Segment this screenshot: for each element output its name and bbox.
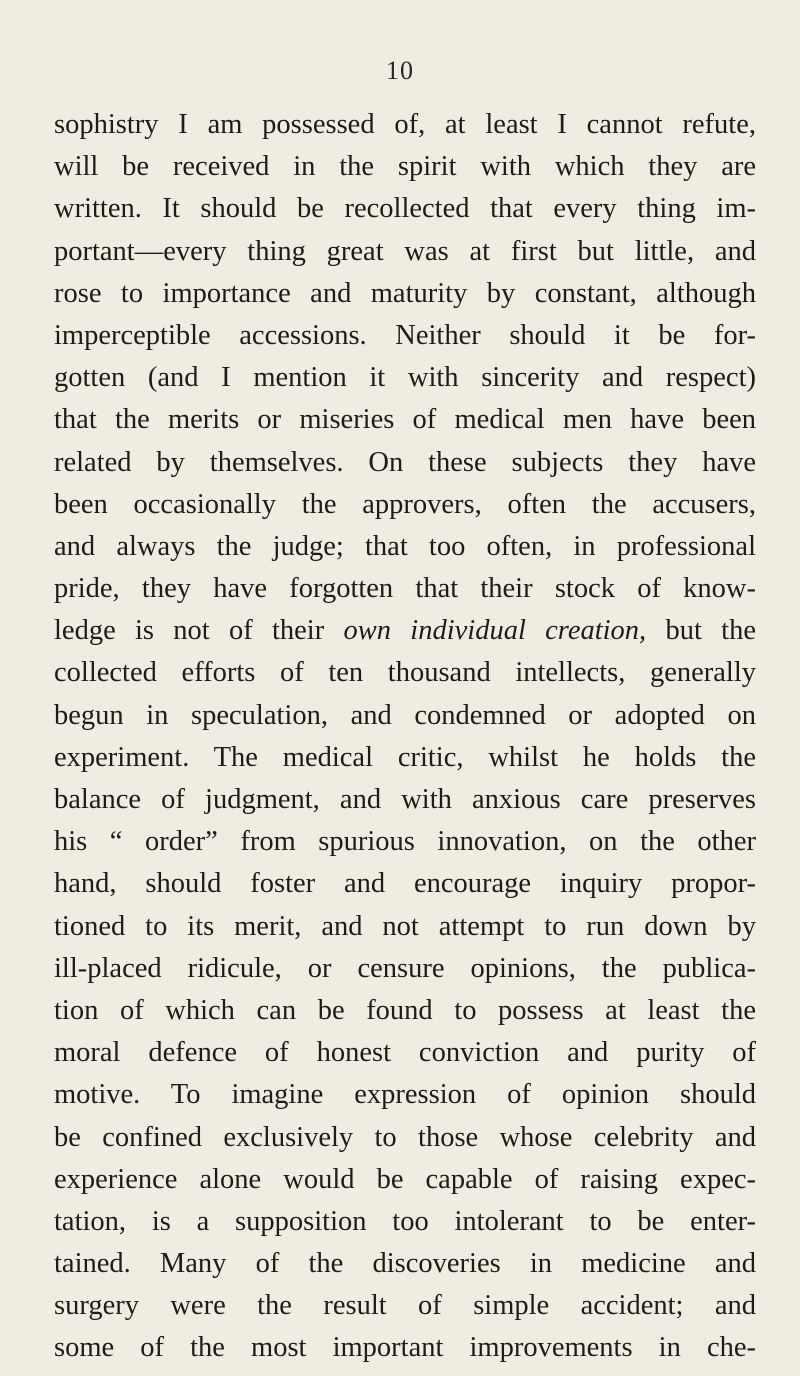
text-line: some of the most important improvements in che- <box>54 1332 756 1364</box>
text-line: be confined exclusively to those whose celebrity and <box>54 1121 756 1153</box>
text-line-with-italic <box>54 610 756 652</box>
text-line: and always the judge; that too often, in professional <box>54 530 756 562</box>
text-line: been occasionally the approvers, often the accusers, <box>54 488 756 520</box>
text-line: collected efforts of ten thousand intellects, generally <box>54 657 756 689</box>
text-line: ill-placed ridicule, or censure opinions, the publica- <box>54 952 756 984</box>
text-line: gotten (and I mention it with sincerity and respect) <box>54 362 756 394</box>
body-text <box>54 104 756 1370</box>
text-line: experience alone would be capable of raising expec- <box>54 1163 756 1195</box>
page-number: 10 <box>386 56 414 85</box>
italic-phrase: own individual creation, <box>343 615 647 647</box>
text-line: written. It should be recollected that every thing im- <box>54 193 756 225</box>
text-line: tioned to its merit, and not attempt to run down by <box>54 910 756 942</box>
text-line: portant—every thing great was at first but little, and <box>54 235 756 267</box>
text-line: hand, should foster and encourage inquiry propor- <box>54 868 756 900</box>
text-line: begun in speculation, and condemned or adopted on <box>54 699 756 731</box>
text-segment: ledge is not of their <box>54 615 344 647</box>
text-line: tation, is a supposition too intolerant to be enter- <box>54 1205 756 1237</box>
text-line: tion of which can be found to possess at least the <box>54 994 756 1026</box>
text-line: related by themselves. On these subjects they have <box>54 446 756 478</box>
text-line: his “ order” from spurious innovation, on the other <box>54 826 756 858</box>
text-line: motive. To imagine expression of opinion should <box>54 1079 756 1111</box>
text-line: will be received in the spirit with which they are <box>54 151 756 183</box>
text-line: moral defence of honest conviction and purity of <box>54 1037 756 1069</box>
text-line: balance of judgment, and with anxious care preserves <box>54 784 756 815</box>
text-segment: but the <box>646 615 756 647</box>
text-line: that the merits or miseries of medical men have been <box>54 404 756 436</box>
text-line: pride, they have forgotten that their stock of know- <box>54 573 756 605</box>
text-line: rose to importance and maturity by constant, although <box>54 277 756 309</box>
text-line: tained. Many of the discoveries in medicine and <box>54 1248 756 1280</box>
text-line: imperceptible accessions. Neither should it be for- <box>54 319 756 351</box>
text-line: experiment. The medical critic, whilst he holds the <box>54 741 756 773</box>
text-line: sophistry I am possessed of, at least I cannot refute, <box>54 109 756 140</box>
text-line: surgery were the result of simple accident; and <box>54 1290 756 1322</box>
